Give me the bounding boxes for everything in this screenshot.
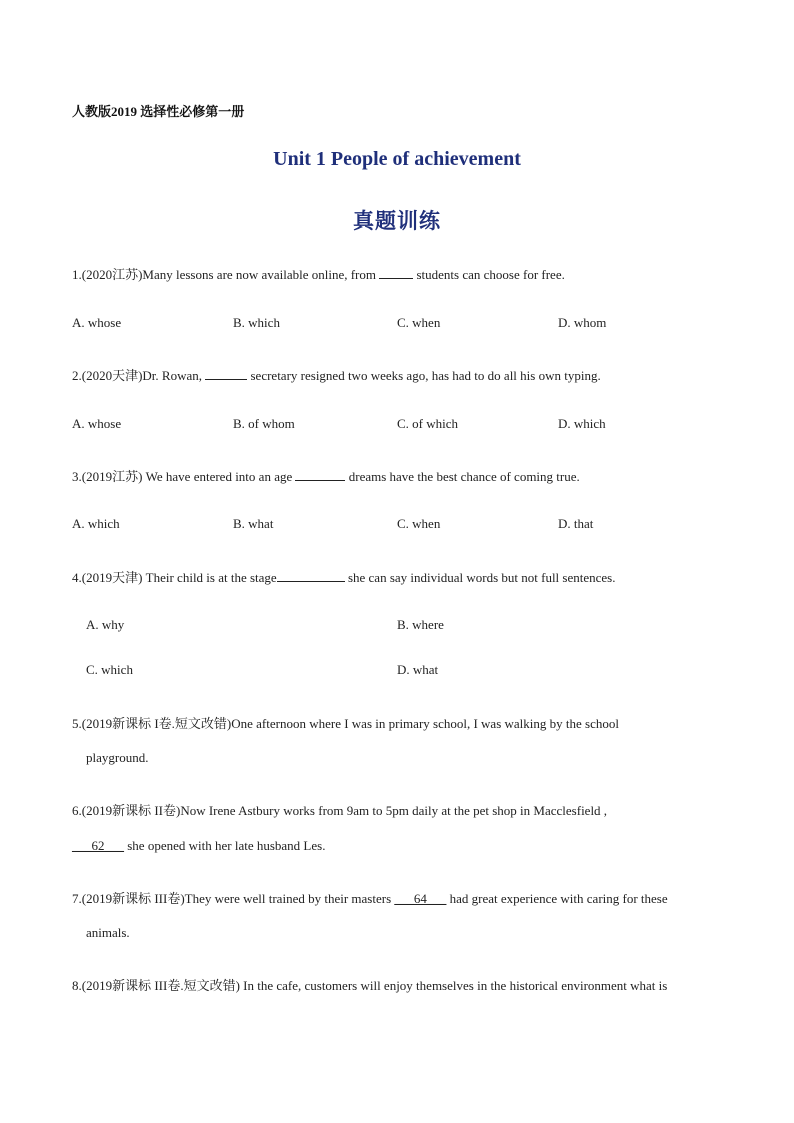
option-d: D. whom [558, 315, 607, 330]
question-6-text-post: she opened with her late husband Les. [124, 838, 326, 853]
question-7 [72, 888, 668, 907]
option-b: B. which [233, 315, 280, 330]
question-4 [72, 567, 615, 586]
question-3-text-pre: 3.(2019江苏) We have entered into an age [72, 469, 296, 484]
textbook-header: 人教版2019 选择性必修第一册 [72, 104, 245, 119]
question-6: 6.(2019新课标 II卷)Now Irene Astbury works from 9am to 5pm daily at the pet shop in Macclesfield , [72, 803, 608, 818]
option-a: A. which [72, 516, 120, 531]
option-c: C. of which [397, 416, 459, 431]
section-title: 真题训练 [353, 209, 441, 233]
option-a: A. why [86, 617, 125, 632]
question-5: 5.(2019新课标 I卷.短文改错)One afternoon where I was in primary school, I was walking by the school [72, 716, 619, 731]
option-d: D. that [558, 516, 594, 531]
question-4-text-pre: 4.(2019天津) Their child is at the stage [72, 570, 277, 585]
question-7-continuation: animals. [86, 925, 130, 940]
question-2-text-pre: 2.(2020天津)Dr. Rowan, [72, 368, 206, 383]
unit-title: Unit 1 People of achievement [273, 148, 521, 170]
question-7-text-pre: 7.(2019新课标 III卷)They were well trained by their masters [72, 891, 395, 906]
question-5-continuation: playground. [86, 750, 149, 765]
option-c: C. which [86, 662, 133, 677]
question-4-text-post: she can say individual words but not full sentences. [344, 570, 616, 585]
question-1-text-pre: 1.(2020江苏)Many lessons are now available online, from [72, 267, 380, 282]
question-1-text-post: students can choose for free. [413, 267, 565, 282]
option-c: C. when [397, 516, 441, 531]
option-c: C. when [397, 315, 441, 330]
option-d: D. which [558, 416, 606, 431]
numbered-blank: ___64___ [394, 891, 447, 906]
answer-blank [277, 570, 345, 582]
option-b: B. where [397, 617, 444, 632]
question-3 [72, 466, 580, 485]
answer-blank [205, 368, 247, 380]
option-a: A. whose [72, 315, 122, 330]
question-1 [72, 264, 565, 283]
answer-blank [379, 267, 413, 279]
option-a: A. whose [72, 416, 122, 431]
answer-blank [295, 469, 345, 481]
numbered-blank: ___62___ [72, 838, 124, 853]
question-2 [72, 365, 601, 384]
question-7-text-post: had great experience with caring for these [446, 891, 668, 906]
option-b: B. of whom [233, 416, 295, 431]
question-6-continuation [72, 838, 325, 854]
option-d: D. what [397, 662, 439, 677]
option-b: B. what [233, 516, 274, 531]
question-8: 8.(2019新课标 III卷.短文改错) In the cafe, customers will enjoy themselves in the historical environment what is [72, 978, 668, 993]
question-3-text-post: dreams have the best chance of coming true. [345, 469, 580, 484]
question-2-text-post: secretary resigned two weeks ago, has had to do all his own typing. [247, 368, 601, 383]
